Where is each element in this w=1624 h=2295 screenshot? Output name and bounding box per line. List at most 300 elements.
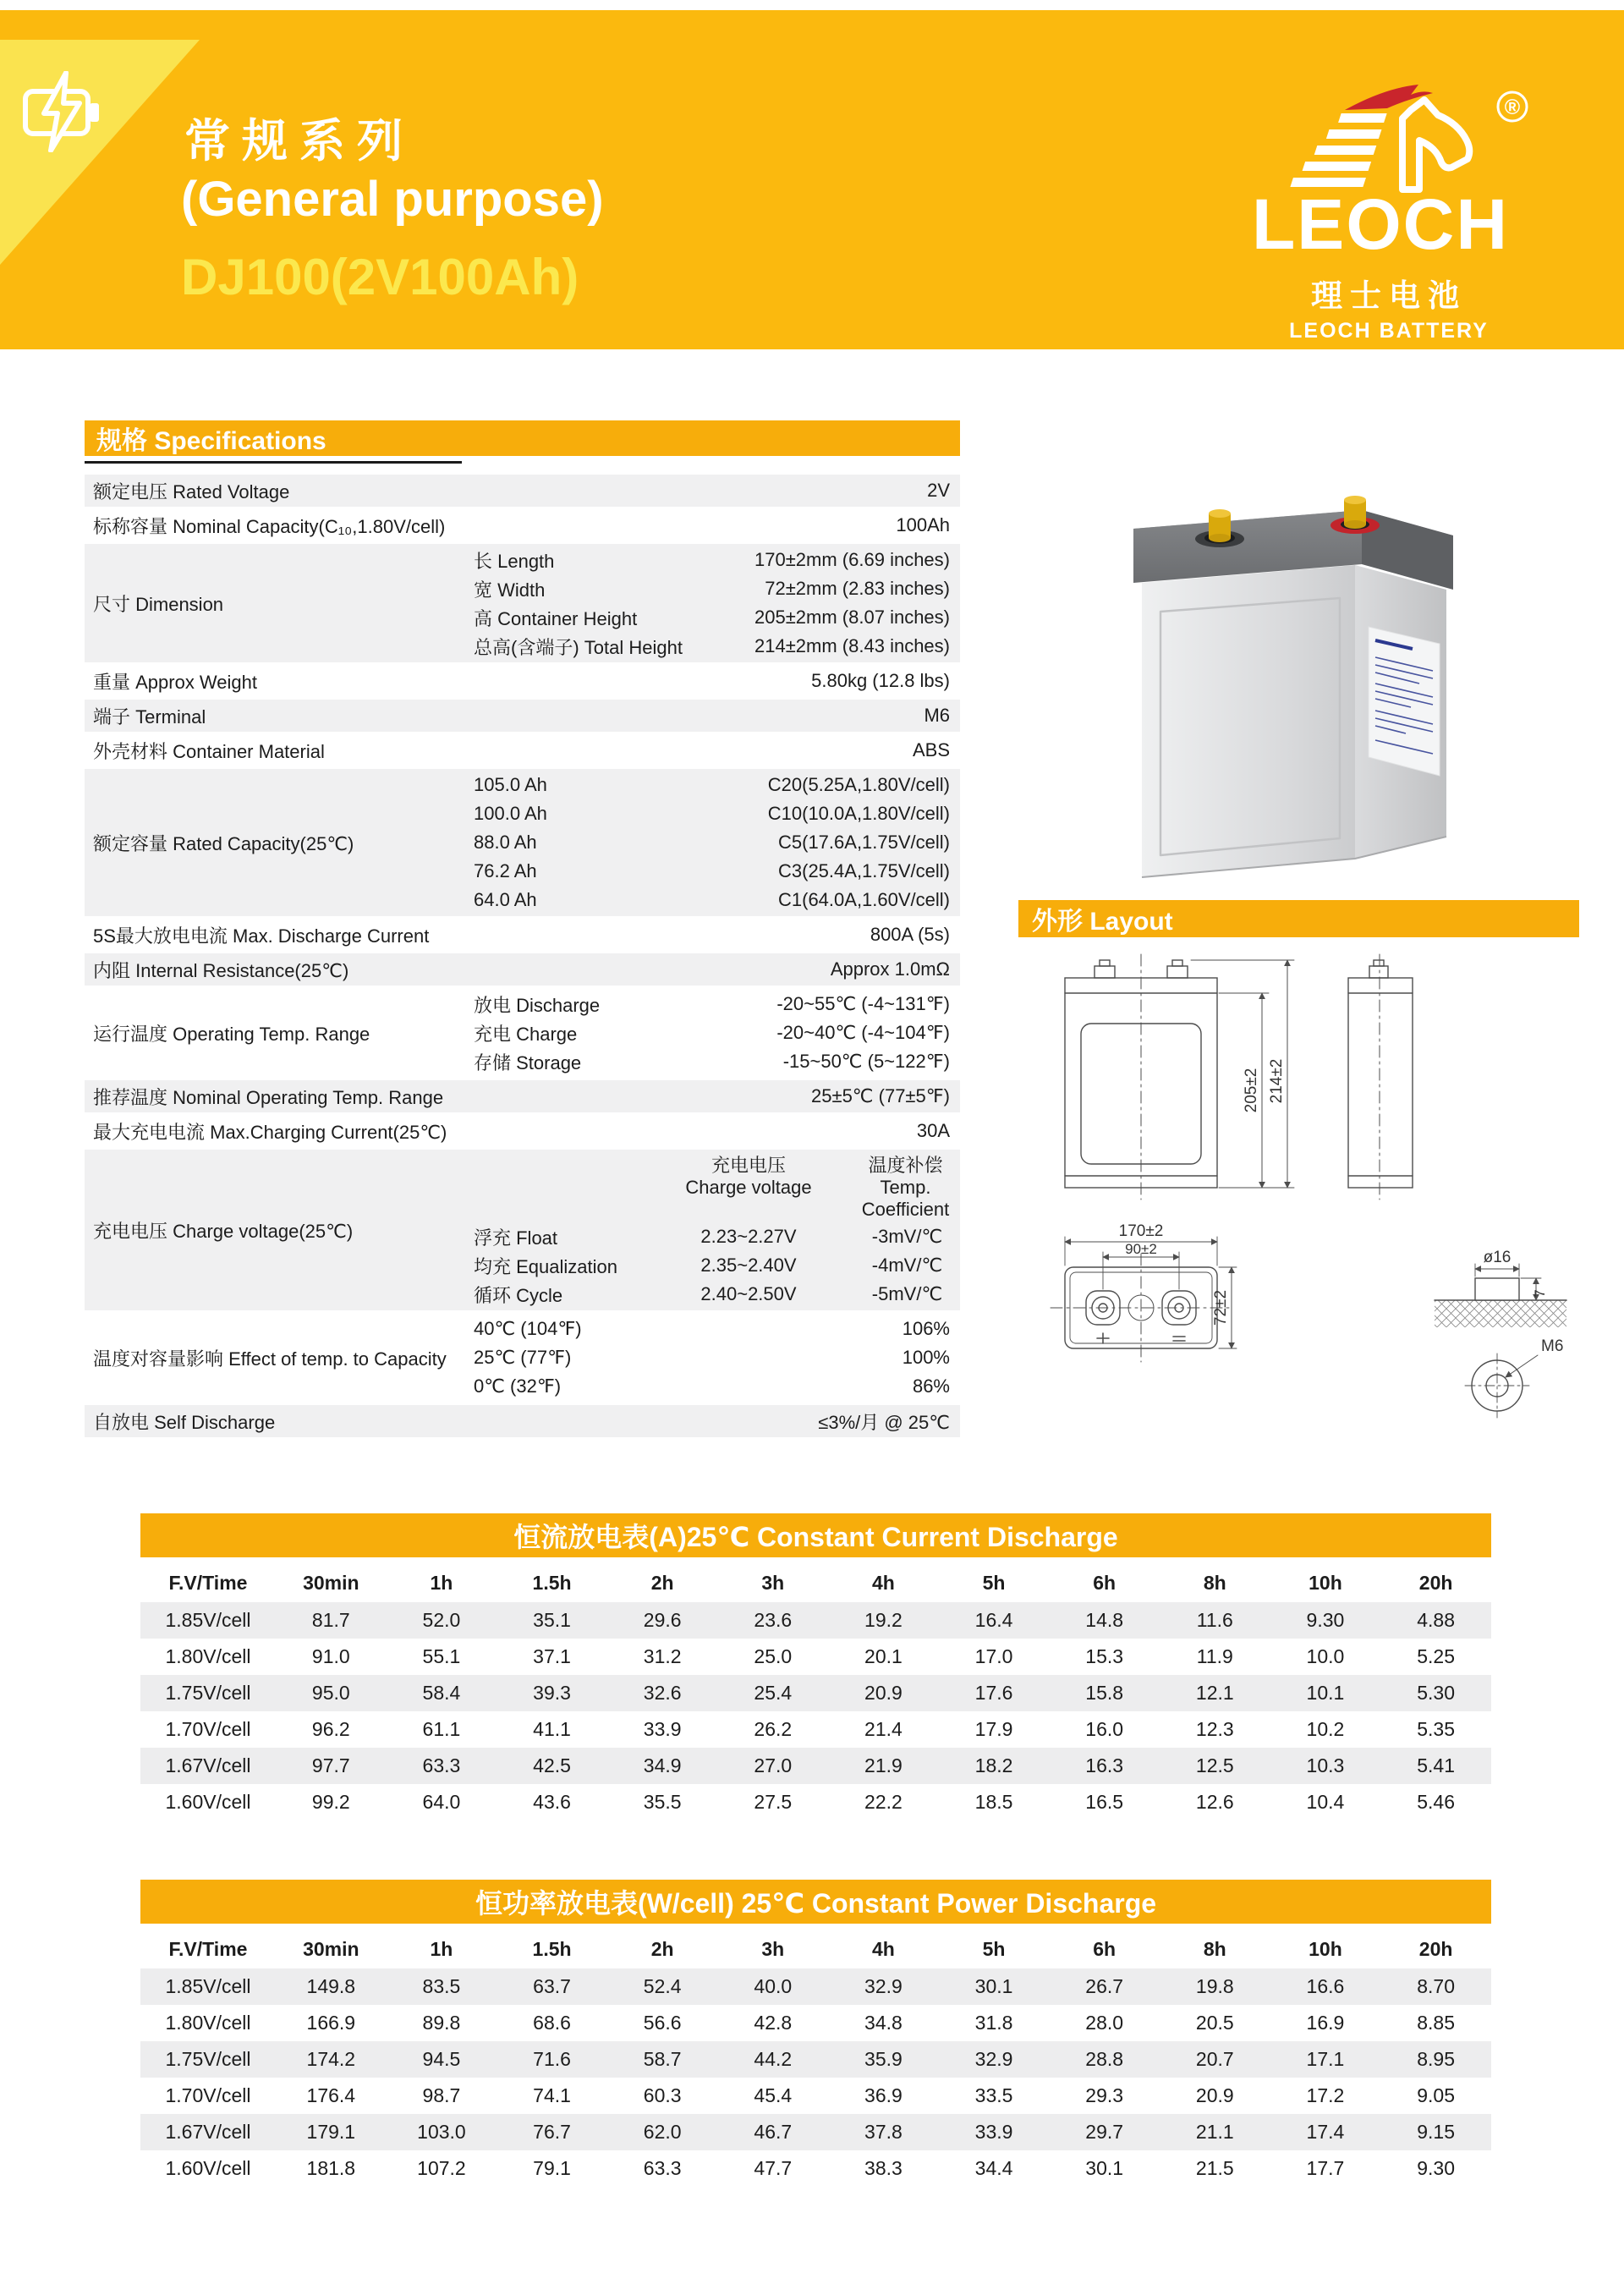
spec-label: 外壳材料 Container Material (93, 740, 325, 762)
cell: 28.0 (1085, 2012, 1124, 2034)
fv-cell: 1.70V/cell (165, 2084, 251, 2106)
spec-value: M6 (924, 705, 950, 726)
cell: 60.3 (643, 2084, 682, 2106)
cell: 27.0 (754, 1754, 793, 1776)
svg-text:®: ® (1504, 96, 1521, 119)
fv-cell: 1.67V/cell (165, 2121, 251, 2143)
spec-label: 最大充电电流 Max.Charging Current(25℃) (93, 1121, 447, 1143)
dim-container-height: 205±2 (1243, 1068, 1260, 1113)
cell: 10.0 (1306, 1645, 1345, 1667)
series-title-cn: 常规系列 (184, 116, 414, 167)
col-header: 6h (1093, 1571, 1116, 1594)
spec-row-nominal-temp (85, 1080, 960, 1112)
cell: 21.4 (864, 1718, 903, 1740)
cell: 21.5 (1195, 2157, 1234, 2179)
spec-value: 800A (5s) (870, 924, 950, 945)
spec-value: ABS (912, 739, 950, 760)
cell: 181.8 (306, 2157, 356, 2179)
cell: 63.7 (533, 1975, 571, 1997)
charge-voltage: 2.40~2.50V (700, 1283, 797, 1304)
cell: 99.2 (311, 1791, 350, 1813)
cell: 22.2 (864, 1791, 903, 1813)
dim-length: 170±2 (1118, 1222, 1164, 1240)
cell: 18.2 (974, 1754, 1013, 1776)
spec-row-max-discharge (85, 919, 960, 951)
cc-table-title: 恒流放电表(A)25℃ Constant Current Discharge (140, 1513, 1491, 1557)
table-row (140, 1602, 1491, 1639)
col-header: 3h (761, 1937, 785, 1960)
cell: 17.2 (1306, 2084, 1345, 2106)
cap-name: 88.0 Ah (474, 832, 537, 853)
cell: 8.95 (1417, 2048, 1455, 2070)
brand-name-en: LEOCH BATTERY (1289, 319, 1489, 343)
battery-charge-icon (20, 71, 107, 156)
cell: 46.7 (754, 2121, 793, 2143)
cell: 33.9 (643, 1718, 682, 1740)
cap-name: 100.0 Ah (474, 803, 547, 824)
cell: 107.2 (417, 2157, 466, 2179)
col-header: 10h (1309, 1937, 1342, 1960)
cell: 83.5 (422, 1975, 461, 1997)
cell: 97.7 (311, 1754, 350, 1776)
charge-voltage: 2.23~2.27V (700, 1226, 797, 1247)
specifications-title-rule (85, 461, 462, 464)
spec-row-self-discharge (85, 1405, 960, 1437)
spec-value: Approx 1.0mΩ (830, 958, 950, 980)
temp-value: -20~55℃ (-4~131℉) (776, 993, 950, 1014)
spec-row-container-material (85, 734, 960, 766)
fv-cell: 1.60V/cell (165, 2157, 251, 2179)
spec-value: 100Ah (896, 514, 950, 535)
spec-row-rated-capacity (85, 769, 960, 916)
cell: 8.70 (1417, 1975, 1455, 1997)
cell: 20.9 (864, 1682, 903, 1704)
temp-name: 充电 Charge (474, 1023, 578, 1045)
leoch-horse-logo (1245, 81, 1533, 266)
cap-name: 64.0 Ah (474, 889, 537, 910)
spec-label: 端子 Terminal (93, 706, 206, 727)
cell: 17.6 (974, 1682, 1013, 1704)
fv-cell: 1.70V/cell (165, 1718, 251, 1740)
cell: 35.1 (533, 1609, 571, 1631)
dim-name: 总高(含端子) Total Height (474, 636, 683, 658)
cap-value: C20(5.25A,1.80V/cell) (767, 774, 950, 795)
col-header: 1.5h (532, 1571, 572, 1594)
cell: 79.1 (533, 2157, 571, 2179)
dim-value: 72±2mm (2.83 inches) (765, 578, 950, 599)
cell: 63.3 (643, 2157, 682, 2179)
fv-cell: 1.85V/cell (165, 1975, 251, 1997)
cap-value: C5(17.6A,1.75V/cell) (778, 832, 950, 853)
cell: 11.9 (1196, 1645, 1233, 1667)
effect-value: 100% (902, 1347, 950, 1368)
cell: 176.4 (306, 2084, 356, 2106)
leoch-wordmark: LEOCH (1252, 184, 1509, 264)
battery-body-front (1142, 565, 1355, 877)
cell: 35.5 (643, 1791, 682, 1813)
cell: 19.2 (864, 1609, 903, 1631)
fv-cell: 1.80V/cell (165, 1645, 251, 1667)
cell: 37.1 (533, 1645, 571, 1667)
cell: 9.15 (1417, 2121, 1455, 2143)
col-header: F.V/Time (168, 1937, 248, 1960)
col-header: 8h (1203, 1571, 1226, 1594)
cell: 52.0 (422, 1609, 461, 1631)
dim-total-height: 214±2 (1268, 1058, 1286, 1104)
cell: 64.0 (422, 1791, 461, 1813)
cell: 56.6 (643, 2012, 682, 2034)
cell: 9.30 (1306, 1609, 1345, 1631)
cell: 62.0 (643, 2121, 682, 2143)
col-header: 1h (430, 1937, 453, 1960)
cap-name: 105.0 Ah (474, 774, 547, 795)
cell: 5.41 (1417, 1754, 1455, 1776)
leoch-logo (1228, 81, 1550, 343)
spec-label: 充电电压 Charge voltage(25℃) (93, 1220, 354, 1242)
spec-label: 温度对容量影响 Effect of temp. to Capacity (93, 1348, 447, 1370)
cell: 5.35 (1417, 1718, 1455, 1740)
col-header: F.V/Time (168, 1571, 248, 1594)
spec-row-rated-voltage (85, 475, 960, 507)
cell: 174.2 (306, 2048, 356, 2070)
cell: 96.2 (311, 1718, 350, 1740)
cell: 15.8 (1085, 1682, 1124, 1704)
temp-coeff: -5mV/℃ (871, 1283, 943, 1304)
cell: 11.6 (1196, 1609, 1233, 1631)
cap-value: C3(25.4A,1.75V/cell) (778, 860, 950, 881)
cell: 94.5 (422, 2048, 461, 2070)
cell: 10.1 (1306, 1682, 1345, 1704)
col-header: 4h (872, 1571, 895, 1594)
col-header: 30min (303, 1937, 359, 1960)
col-header: 20h (1418, 1937, 1453, 1960)
cell: 31.2 (643, 1645, 682, 1667)
charge-mode: 循环 Cycle (474, 1284, 563, 1306)
dim-value: 170±2mm (6.69 inches) (754, 549, 950, 570)
cell: 68.6 (533, 2012, 571, 2034)
fv-cell: 1.60V/cell (165, 1791, 251, 1813)
cell: 17.1 (1306, 2048, 1345, 2070)
cell: 16.6 (1306, 1975, 1345, 1997)
cap-value: C1(64.0A,1.60V/cell) (778, 889, 950, 910)
col-header: 2h (650, 1937, 674, 1960)
dim-width: 72±2 (1212, 1289, 1230, 1326)
col-header: 1h (430, 1571, 453, 1594)
cell: 37.8 (864, 2121, 903, 2143)
dim-name: 高 Container Height (474, 607, 638, 629)
horse-head-icon (1402, 100, 1469, 189)
spec-value: 2V (927, 480, 950, 501)
cell: 61.1 (422, 1718, 461, 1740)
cell: 21.9 (864, 1754, 903, 1776)
cell: 30.1 (1085, 2157, 1124, 2179)
cell: 28.8 (1085, 2048, 1124, 2070)
spec-row-dimension (85, 544, 960, 662)
cell: 20.1 (864, 1645, 903, 1667)
cell: 32.9 (864, 1975, 903, 1997)
cell: 16.5 (1085, 1791, 1124, 1813)
fv-cell: 1.80V/cell (165, 2012, 251, 2034)
cell: 17.4 (1306, 2121, 1345, 2143)
col-header: 5h (982, 1571, 1006, 1594)
battery-side-label (1369, 627, 1440, 776)
col-header-en: Temp. Coefficient (861, 1177, 950, 1220)
cell: 43.6 (533, 1791, 571, 1813)
dim-thread: M6 (1541, 1337, 1564, 1355)
cell: 103.0 (417, 2121, 466, 2143)
dim-value: 214±2mm (8.43 inches) (754, 635, 950, 656)
table-row (140, 2041, 1491, 2078)
spec-row-charge-voltage (85, 1150, 960, 1310)
col-header-cn: 充电电压 (710, 1155, 786, 1176)
cell: 42.8 (754, 2012, 793, 2034)
cell: 52.4 (643, 1975, 682, 1997)
cell: 166.9 (306, 2012, 356, 2034)
cell: 17.7 (1306, 2157, 1345, 2179)
cc-table (140, 1563, 1491, 1820)
cell: 31.8 (974, 2012, 1013, 2034)
col-header: 2h (650, 1571, 674, 1594)
col-header-en: Charge voltage (685, 1177, 812, 1198)
cell: 5.25 (1417, 1645, 1455, 1667)
charge-voltage: 2.35~2.40V (700, 1255, 797, 1276)
cell: 23.6 (754, 1609, 793, 1631)
spec-label: 5S最大放电电流 Max. Discharge Current (93, 925, 430, 947)
cell: 71.6 (533, 2048, 571, 2070)
temp-value: -20~40℃ (-4~104℉) (776, 1022, 950, 1043)
cell: 40.0 (754, 1975, 793, 1997)
temp-coeff: -4mV/℃ (871, 1255, 943, 1276)
cell: 91.0 (311, 1645, 350, 1667)
cell: 10.4 (1306, 1791, 1345, 1813)
cell: 76.7 (533, 2121, 571, 2143)
cell: 12.1 (1195, 1682, 1234, 1704)
charge-mode: 浮充 Float (474, 1227, 558, 1249)
dim-name: 长 Length (474, 550, 555, 572)
charge-mode: 均充 Equalization (474, 1255, 617, 1277)
cell: 25.0 (754, 1645, 793, 1667)
header-banner (0, 10, 1624, 349)
cp-table-wrap (140, 1930, 1491, 2187)
dim-post-height: 7 (1532, 1289, 1548, 1298)
spec-row-terminal (85, 700, 960, 732)
dim-name: 宽 Width (474, 579, 546, 601)
cell: 34.8 (864, 2012, 903, 2034)
cell: 29.6 (643, 1609, 682, 1631)
spec-row-internal-resistance (85, 953, 960, 986)
effect-temp: 0℃ (32℉) (474, 1375, 562, 1397)
col-header: 8h (1203, 1937, 1226, 1960)
col-header: 20h (1418, 1571, 1453, 1594)
fv-cell: 1.75V/cell (165, 1682, 251, 1704)
cell: 9.30 (1417, 2157, 1455, 2179)
col-header: 5h (982, 1937, 1006, 1960)
cell: 47.7 (754, 2157, 793, 2179)
cell: 12.3 (1195, 1718, 1234, 1740)
spec-row-temp-effect (85, 1313, 960, 1403)
table-row (140, 1711, 1491, 1748)
cell: 17.0 (974, 1645, 1013, 1667)
effect-temp: 40℃ (104℉) (474, 1318, 582, 1339)
spec-label: 推荐温度 Nominal Operating Temp. Range (93, 1086, 444, 1108)
cell: 63.3 (422, 1754, 461, 1776)
table-row (140, 1639, 1491, 1675)
spec-label: 额定电压 Rated Voltage (93, 480, 290, 502)
cell: 149.8 (306, 1975, 356, 1997)
cell: 89.8 (422, 2012, 461, 2034)
cell: 14.8 (1085, 1609, 1124, 1631)
spec-label: 内阻 Internal Resistance(25℃) (93, 959, 349, 981)
spec-label: 标称容量 Nominal Capacity(C₁₀,1.80V/cell) (93, 515, 446, 537)
battery-product-image (1074, 461, 1548, 888)
spec-row-nominal-capacity (85, 509, 960, 541)
cell: 29.3 (1085, 2084, 1124, 2106)
cell: 12.5 (1195, 1754, 1234, 1776)
model-title: DJ100(2V100Ah) (181, 249, 579, 305)
cell: 5.46 (1417, 1791, 1455, 1813)
cell: 36.9 (864, 2084, 903, 2106)
col-header: 30min (303, 1571, 359, 1594)
cp-table (140, 1930, 1491, 2187)
col-header: 10h (1309, 1571, 1342, 1594)
table-row (140, 2078, 1491, 2114)
cc-header-row (140, 1563, 1491, 1602)
effect-value: 106% (902, 1318, 950, 1339)
cell: 26.2 (754, 1718, 793, 1740)
cell: 33.9 (974, 2121, 1013, 2143)
dim-terminal-diameter: ø16 (1483, 1249, 1512, 1266)
cell: 32.6 (643, 1682, 682, 1704)
cell: 41.1 (533, 1718, 571, 1740)
cell: 32.9 (974, 2048, 1013, 2070)
cell: 98.7 (422, 2084, 461, 2106)
series-title-en: (General purpose) (181, 172, 604, 227)
spec-value: 30A (916, 1120, 950, 1141)
cell: 16.3 (1085, 1754, 1124, 1776)
fv-cell: 1.75V/cell (165, 2048, 251, 2070)
table-row (140, 1784, 1491, 1820)
side-view-drawing (1348, 954, 1413, 1200)
col-header: 3h (761, 1571, 785, 1594)
cell: 20.9 (1195, 2084, 1234, 2106)
cell: 4.88 (1417, 1609, 1455, 1631)
cell: 44.2 (754, 2048, 793, 2070)
cell: 20.7 (1195, 2048, 1234, 2070)
registered-mark-icon (1498, 92, 1527, 121)
spec-row-weight (85, 665, 960, 697)
fv-cell: 1.85V/cell (165, 1609, 251, 1631)
cell: 21.1 (1195, 2121, 1234, 2143)
cell: 19.8 (1195, 1975, 1234, 1997)
cell: 58.7 (643, 2048, 682, 2070)
cp-header-row (140, 1930, 1491, 1968)
cell: 179.1 (306, 2121, 356, 2143)
cell: 35.9 (864, 2048, 903, 2070)
spec-value: 25±5℃ (77±5℉) (811, 1085, 950, 1106)
cell: 27.5 (754, 1791, 793, 1813)
cell: 10.3 (1306, 1754, 1345, 1776)
cell: 74.1 (533, 2084, 571, 2106)
temp-value: -15~50℃ (5~122℉) (782, 1051, 950, 1072)
col-header: 4h (872, 1937, 895, 1960)
cell: 34.4 (974, 2157, 1013, 2179)
cell: 15.3 (1085, 1645, 1124, 1667)
temp-coeff: -3mV/℃ (871, 1226, 943, 1247)
cell: 20.5 (1195, 2012, 1234, 2034)
spec-label: 额定容量 Rated Capacity(25℃) (93, 832, 354, 854)
cell: 29.7 (1085, 2121, 1124, 2143)
spec-row-operating-temp (85, 988, 960, 1078)
cell: 12.6 (1195, 1791, 1234, 1813)
cc-table-wrap (140, 1563, 1491, 1820)
cell: 18.5 (974, 1791, 1013, 1813)
cell: 25.4 (754, 1682, 793, 1704)
cell: 16.0 (1085, 1718, 1124, 1740)
spec-label: 重量 Approx Weight (93, 671, 258, 693)
cell: 58.4 (422, 1682, 461, 1704)
cell: 10.2 (1306, 1718, 1345, 1740)
table-row (140, 2114, 1491, 2150)
effect-value: 86% (912, 1375, 950, 1397)
layout-section-title: 外形 Layout (1018, 900, 1579, 937)
col-header: 6h (1093, 1937, 1116, 1960)
cell: 16.9 (1306, 2012, 1345, 2034)
charge-voltage-header (474, 1151, 960, 1222)
cell: 26.7 (1085, 1975, 1124, 1997)
cell: 30.1 (974, 1975, 1013, 1997)
table-row (140, 1675, 1491, 1711)
cell: 55.1 (422, 1645, 461, 1667)
cell: 9.05 (1417, 2084, 1455, 2106)
table-row (140, 2005, 1491, 2041)
effect-temp: 25℃ (77℉) (474, 1347, 572, 1368)
spec-label: 运行温度 Operating Temp. Range (93, 1023, 370, 1045)
table-row (140, 1968, 1491, 2005)
cap-name: 76.2 Ah (474, 860, 537, 881)
cell: 39.3 (533, 1682, 571, 1704)
cell: 33.5 (974, 2084, 1013, 2106)
spec-label: 自放电 Self Discharge (93, 1411, 276, 1433)
cell: 45.4 (754, 2084, 793, 2106)
cell: 8.85 (1417, 2012, 1455, 2034)
brand-name-cn: 理士电池 (1311, 278, 1467, 313)
cell: 38.3 (864, 2157, 903, 2179)
cell: 17.9 (974, 1718, 1013, 1740)
cell: 16.4 (974, 1609, 1013, 1631)
cell: 34.9 (643, 1754, 682, 1776)
cell: 95.0 (311, 1682, 350, 1704)
col-header: 1.5h (532, 1937, 572, 1960)
layout-drawings (1018, 946, 1579, 1441)
cell: 42.5 (533, 1754, 571, 1776)
spec-value: 5.80kg (12.8 lbs) (811, 670, 950, 691)
cp-table-title: 恒功率放电表(W/cell) 25℃ Constant Power Discharge (140, 1880, 1491, 1924)
spec-label: 尺寸 Dimension (93, 593, 224, 615)
temp-name: 存储 Storage (474, 1051, 582, 1073)
spec-row-max-charging (85, 1115, 960, 1147)
table-row (140, 2150, 1491, 2187)
fv-cell: 1.67V/cell (165, 1754, 251, 1776)
table-row (140, 1748, 1491, 1784)
temp-name: 放电 Discharge (474, 994, 601, 1016)
spec-value: ≤3%/月 @ 25℃ (818, 1411, 950, 1433)
dim-value: 205±2mm (8.07 inches) (754, 607, 950, 628)
cell: 5.30 (1417, 1682, 1455, 1704)
cap-value: C10(10.0A,1.80V/cell) (767, 803, 950, 824)
col-header-cn: 温度补偿 (868, 1155, 943, 1176)
dim-pitch: 90±2 (1125, 1241, 1157, 1257)
cell: 81.7 (311, 1609, 350, 1631)
